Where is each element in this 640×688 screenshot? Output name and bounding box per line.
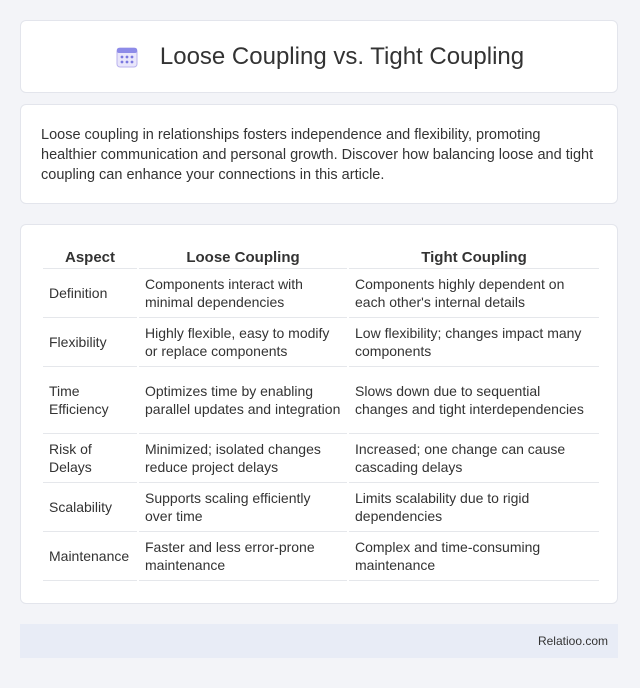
tight-cell: Low flexibility; changes impact many components	[349, 318, 599, 367]
tight-cell: Limits scalability due to rigid dependencies	[349, 483, 599, 532]
loose-cell: Highly flexible, easy to modify or replace components	[139, 318, 347, 367]
tight-cell: Complex and time-consuming maintenance	[349, 532, 599, 581]
table-row	[43, 532, 599, 581]
tight-cell: Components highly dependent on each other's internal details	[349, 269, 599, 318]
tight-cell: Slows down due to sequential changes and tight interdependencies	[349, 367, 599, 434]
loose-cell: Minimized; isolated changes reduce project delays	[139, 434, 347, 483]
table-row	[43, 318, 599, 367]
loose-cell: Components interact with minimal dependencies	[139, 269, 347, 318]
table-row	[43, 367, 599, 434]
loose-cell: Optimizes time by enabling parallel updates and integration	[139, 367, 347, 434]
header-tight: Tight Coupling	[349, 245, 599, 269]
table-row	[43, 434, 599, 483]
tight-cell: Increased; one change can cause cascading delays	[349, 434, 599, 483]
loose-cell: Supports scaling efficiently over time	[139, 483, 347, 532]
header-loose: Loose Coupling	[139, 245, 347, 269]
loose-cell: Faster and less error-prone maintenance	[139, 532, 347, 581]
aspect-cell: Risk of Delays	[43, 434, 137, 483]
title-card	[20, 20, 618, 93]
page-title: Loose Coupling vs. Tight Coupling	[159, 42, 525, 70]
footer	[20, 624, 618, 658]
table-card	[20, 224, 618, 604]
intro-card	[20, 104, 618, 204]
aspect-cell: Definition	[43, 269, 137, 318]
intro-text: Loose coupling in relationships fosters independence and flexibility, promoting healthier communication and personal growth. Discover how balancing loose and tight coupling can enhance your connections in this article.	[41, 127, 594, 183]
aspect-cell: Flexibility	[43, 318, 137, 367]
table-row	[43, 269, 599, 318]
header-aspect: Aspect	[43, 245, 137, 269]
table-row	[43, 483, 599, 532]
aspect-cell: Scalability	[43, 483, 137, 532]
calendar-icon	[114, 44, 140, 70]
aspect-cell: Time Efficiency	[43, 367, 137, 434]
table-header-row	[43, 245, 599, 269]
comparison-table	[41, 245, 601, 581]
aspect-cell: Maintenance	[43, 532, 137, 581]
footer-brand: Relatioo.com	[537, 634, 608, 648]
title-wrap	[114, 43, 524, 71]
